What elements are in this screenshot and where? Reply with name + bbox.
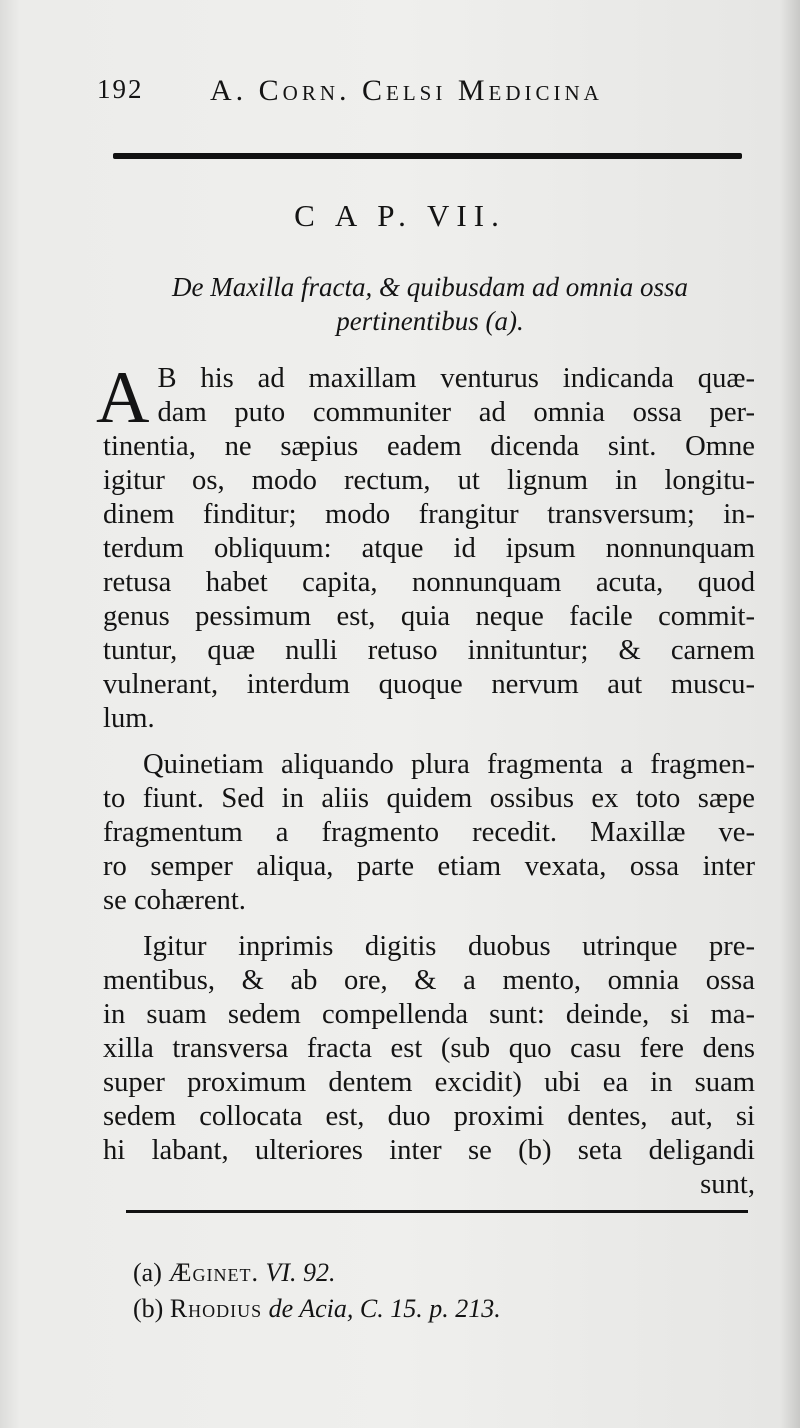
text-line: super proximum dentem excidit) ubi ea in suam xyxy=(103,1067,755,1098)
footnote-author: Rhodius xyxy=(169,1294,263,1323)
footnote-rule xyxy=(126,1210,748,1213)
text-line: igitur os, modo rectum, ut lignum in longitu- xyxy=(103,465,755,496)
catchword: sunt, xyxy=(700,1169,755,1200)
text-line: genus pessimum est, quia neque facile commit- xyxy=(103,601,755,632)
text-line: Quinetiam aliquando plura fragmenta a fragmen- xyxy=(143,749,755,780)
footnote-author: Æginet. xyxy=(168,1258,259,1287)
chapter-number: C A P. VII. xyxy=(294,198,506,233)
text-line: xilla transversa fracta est (sub quo casu fere dens xyxy=(103,1033,755,1064)
footnote-reference: VI. 92. xyxy=(265,1258,336,1287)
footnotes xyxy=(133,1255,753,1327)
footnote-a xyxy=(133,1255,753,1291)
footnote-reference: de Acia, C. 15. p. 213. xyxy=(268,1294,501,1323)
body-text xyxy=(96,357,755,1202)
drop-cap: A xyxy=(96,357,150,439)
header-rule xyxy=(113,153,742,159)
text-line: fragmentum a fragmento recedit. Maxillæ ve- xyxy=(103,817,755,848)
text-line: Igitur inprimis digitis duobus utrinque pre- xyxy=(143,931,755,962)
text-line: terdum obliquum: atque id ipsum nonnunquam xyxy=(103,533,755,564)
text-line: dam puto communiter ad omnia ossa per- xyxy=(157,397,755,428)
paragraph-1 xyxy=(96,357,755,736)
text-line: B his ad maxillam venturus indicanda quæ- xyxy=(157,363,755,394)
text-line: lum. xyxy=(103,703,155,734)
running-title: A. Corn. Celsi Medicina xyxy=(210,74,603,107)
text-line: hi labant, ulteriores inter se (b) seta deligandi xyxy=(103,1135,755,1166)
chapter-title xyxy=(100,270,760,338)
text-line: in suam sedem compellenda sunt: deinde, si ma- xyxy=(103,999,755,1030)
paragraph-2 xyxy=(103,748,755,918)
text-line: retusa habet capita, nonnunquam acuta, quod xyxy=(103,567,755,598)
text-line: sedem collocata est, duo proximi dentes, aut, si xyxy=(103,1101,755,1132)
text-line: mentibus, & ab ore, & a mento, omnia ossa xyxy=(103,965,755,996)
page-header xyxy=(97,66,697,116)
paragraph-3 xyxy=(103,930,755,1202)
text-line: tuntur, quæ nulli retuso innituntur; & carnem xyxy=(103,635,755,666)
text-line: ro semper aliqua, parte etiam vexata, ossa inter xyxy=(103,851,755,882)
chapter-title-line-2: pertinentibus (a). xyxy=(336,306,524,336)
text-line: to fiunt. Sed in aliis quidem ossibus ex toto sæpe xyxy=(103,783,755,814)
footnote-mark: (b) xyxy=(133,1294,164,1323)
page-number: 192 xyxy=(97,74,144,104)
text-line: se cohærent. xyxy=(103,885,246,916)
text-line: tinentia, ne sæpius eadem dicenda sint. Omne xyxy=(103,431,755,462)
text-line: dinem finditur; modo frangitur transversum; in- xyxy=(103,499,755,530)
text-line: vulnerant, interdum quoque nervum aut muscu- xyxy=(103,669,755,700)
footnote-b xyxy=(133,1291,753,1327)
footnote-mark: (a) xyxy=(133,1258,162,1287)
chapter-title-line-1: De Maxilla fracta, & quibusdam ad omnia ossa xyxy=(172,272,688,302)
